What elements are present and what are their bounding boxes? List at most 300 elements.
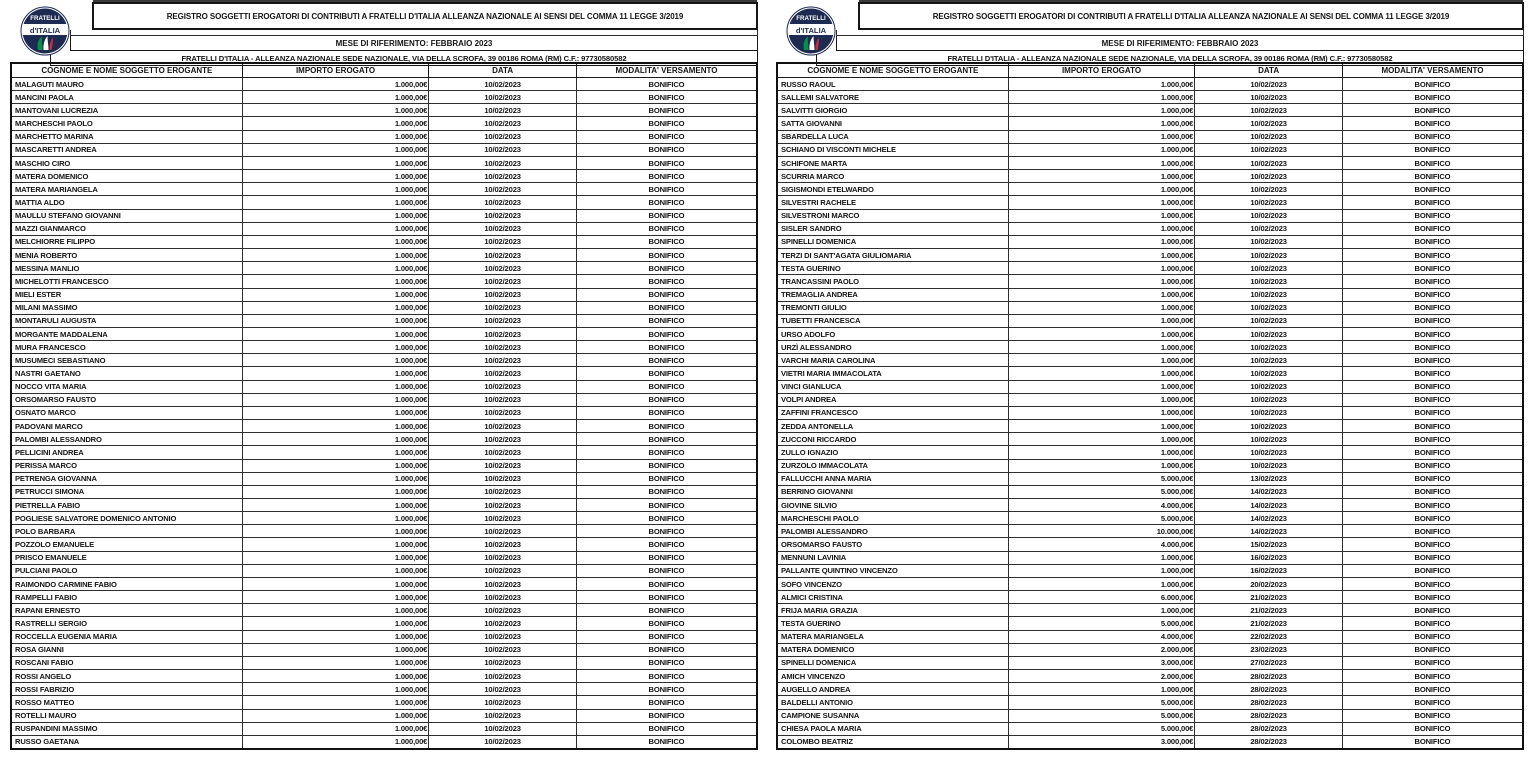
amount-cell: 5.000,00€: [1008, 709, 1195, 722]
amount-cell: 1.000,00€: [1008, 341, 1195, 354]
amount-cell: 1.000,00€: [1008, 406, 1195, 419]
payment-method-cell: BONIFICO: [576, 91, 757, 104]
amount-cell: 1.000,00€: [242, 406, 429, 419]
amount-cell: 1.000,00€: [242, 643, 429, 656]
table-row: [777, 577, 1523, 590]
donor-name-cell: ZULLO IGNAZIO: [777, 446, 1008, 459]
payment-method-cell: BONIFICO: [1342, 170, 1523, 183]
column-header-amount: IMPORTO EROGATO: [242, 63, 429, 78]
payment-method-cell: BONIFICO: [576, 327, 757, 340]
table-row: [777, 406, 1523, 419]
date-cell: 10/02/2023: [429, 485, 577, 498]
amount-cell: 1.000,00€: [1008, 209, 1195, 222]
payment-method-cell: BONIFICO: [1342, 183, 1523, 196]
payment-method-cell: BONIFICO: [576, 538, 757, 551]
donor-name-cell: PALLANTE QUINTINO VINCENZO: [777, 564, 1008, 577]
date-cell: 10/02/2023: [429, 722, 577, 735]
payment-method-cell: BONIFICO: [1342, 393, 1523, 406]
amount-cell: 10.000,00€: [1008, 525, 1195, 538]
payment-method-cell: BONIFICO: [576, 656, 757, 669]
table-row: [11, 209, 757, 222]
column-header-method: MODALITA' VERSAMENTO: [576, 63, 757, 78]
donor-name-cell: POLO BARBARA: [11, 525, 242, 538]
date-cell: 16/02/2023: [1195, 551, 1343, 564]
payment-method-cell: BONIFICO: [1342, 670, 1523, 683]
amount-cell: 1.000,00€: [1008, 327, 1195, 340]
table-row: [11, 117, 757, 130]
payment-method-cell: BONIFICO: [1342, 564, 1523, 577]
amount-cell: 1.000,00€: [242, 420, 429, 433]
date-cell: 16/02/2023: [1195, 564, 1343, 577]
table-row: [11, 564, 757, 577]
document-header: [776, 2, 1524, 62]
table-row: [777, 222, 1523, 235]
table-row: [777, 196, 1523, 209]
donor-name-cell: SILVESTRI RACHELE: [777, 196, 1008, 209]
amount-cell: 1.000,00€: [242, 472, 429, 485]
amount-cell: 1.000,00€: [1008, 354, 1195, 367]
payment-method-cell: BONIFICO: [576, 301, 757, 314]
payment-method-cell: BONIFICO: [576, 367, 757, 380]
amount-cell: 1.000,00€: [1008, 78, 1195, 91]
amount-cell: 1.000,00€: [1008, 604, 1195, 617]
amount-cell: 1.000,00€: [1008, 564, 1195, 577]
amount-cell: 1.000,00€: [242, 91, 429, 104]
donor-name-cell: TRANCASSINI PAOLO: [777, 275, 1008, 288]
date-cell: 10/02/2023: [429, 420, 577, 433]
date-cell: 10/02/2023: [429, 262, 577, 275]
donor-name-cell: URSO ADOLFO: [777, 327, 1008, 340]
date-cell: 14/02/2023: [1195, 525, 1343, 538]
payment-method-cell: BONIFICO: [576, 709, 757, 722]
table-row: [11, 670, 757, 683]
payment-method-cell: BONIFICO: [576, 446, 757, 459]
donor-name-cell: BALDELLI ANTONIO: [777, 696, 1008, 709]
table-row: [777, 341, 1523, 354]
table-row: [11, 196, 757, 209]
donor-name-cell: PIETRELLA FABIO: [11, 499, 242, 512]
donor-name-cell: SCURRIA MARCO: [777, 170, 1008, 183]
payment-method-cell: BONIFICO: [1342, 446, 1523, 459]
amount-cell: 1.000,00€: [242, 183, 429, 196]
payment-method-cell: BONIFICO: [576, 617, 757, 630]
table-row: [11, 591, 757, 604]
donor-name-cell: URZÌ ALESSANDRO: [777, 341, 1008, 354]
column-header-method: MODALITA' VERSAMENTO: [1342, 63, 1523, 78]
table-row: [11, 696, 757, 709]
table-row: [777, 499, 1523, 512]
table-row: [11, 683, 757, 696]
donor-name-cell: ZEDDA ANTONELLA: [777, 420, 1008, 433]
payment-method-cell: BONIFICO: [576, 525, 757, 538]
date-cell: 28/02/2023: [1195, 696, 1343, 709]
amount-cell: 5.000,00€: [1008, 722, 1195, 735]
payment-method-cell: BONIFICO: [1342, 406, 1523, 419]
table-row: [777, 485, 1523, 498]
table-row: [777, 209, 1523, 222]
amount-cell: 1.000,00€: [1008, 156, 1195, 169]
donor-name-cell: SCHIFONE MARTA: [777, 156, 1008, 169]
donor-name-cell: COLOMBO BEATRIZ: [777, 735, 1008, 749]
donor-name-cell: MICHELOTTI FRANCESCO: [11, 275, 242, 288]
payment-method-cell: BONIFICO: [1342, 420, 1523, 433]
date-cell: 10/02/2023: [1195, 183, 1343, 196]
payment-method-cell: BONIFICO: [576, 591, 757, 604]
donor-name-cell: MENIA ROBERTO: [11, 249, 242, 262]
date-cell: 10/02/2023: [1195, 301, 1343, 314]
table-row: [777, 525, 1523, 538]
amount-cell: 1.000,00€: [242, 485, 429, 498]
amount-cell: 1.000,00€: [242, 656, 429, 669]
amount-cell: 1.000,00€: [242, 143, 429, 156]
donor-name-cell: SALLEMI SALVATORE: [777, 91, 1008, 104]
donor-name-cell: TESTA GUERINO: [777, 262, 1008, 275]
amount-cell: 4.000,00€: [1008, 538, 1195, 551]
donor-name-cell: RUSSO RAOUL: [777, 78, 1008, 91]
table-row: [11, 183, 757, 196]
donor-name-cell: MATERA MARIANGELA: [11, 183, 242, 196]
payment-method-cell: BONIFICO: [1342, 209, 1523, 222]
payment-method-cell: BONIFICO: [1342, 288, 1523, 301]
date-cell: 20/02/2023: [1195, 577, 1343, 590]
amount-cell: 1.000,00€: [1008, 420, 1195, 433]
amount-cell: 1.000,00€: [242, 670, 429, 683]
payment-method-cell: BONIFICO: [576, 380, 757, 393]
payment-method-cell: BONIFICO: [576, 393, 757, 406]
amount-cell: 1.000,00€: [242, 196, 429, 209]
amount-cell: 1.000,00€: [242, 577, 429, 590]
payment-method-cell: BONIFICO: [1342, 117, 1523, 130]
table-row: [777, 722, 1523, 735]
donor-name-cell: VOLPI ANDREA: [777, 393, 1008, 406]
donor-name-cell: TUBETTI FRANCESCA: [777, 314, 1008, 327]
payment-method-cell: BONIFICO: [1342, 433, 1523, 446]
amount-cell: 2.000,00€: [1008, 643, 1195, 656]
payment-method-cell: BONIFICO: [576, 604, 757, 617]
date-cell: 21/02/2023: [1195, 591, 1343, 604]
payment-method-cell: BONIFICO: [576, 459, 757, 472]
donor-name-cell: MALAGUTI MAURO: [11, 78, 242, 91]
amount-cell: 1.000,00€: [242, 222, 429, 235]
table-row: [11, 643, 757, 656]
amount-cell: 1.000,00€: [242, 446, 429, 459]
table-row: [777, 656, 1523, 669]
date-cell: 22/02/2023: [1195, 630, 1343, 643]
date-cell: 10/02/2023: [429, 525, 577, 538]
donor-name-cell: PULCIANI PAOLO: [11, 564, 242, 577]
date-cell: 10/02/2023: [429, 209, 577, 222]
date-cell: 10/02/2023: [429, 288, 577, 301]
table-row: [777, 538, 1523, 551]
donor-name-cell: ORSOMARSO FAUSTO: [11, 393, 242, 406]
payment-method-cell: BONIFICO: [1342, 472, 1523, 485]
donor-name-cell: OSNATO MARCO: [11, 406, 242, 419]
date-cell: 10/02/2023: [1195, 288, 1343, 301]
donor-name-cell: VARCHI MARIA CAROLINA: [777, 354, 1008, 367]
payment-method-cell: BONIFICO: [576, 249, 757, 262]
payment-method-cell: BONIFICO: [1342, 130, 1523, 143]
amount-cell: 4.000,00€: [1008, 499, 1195, 512]
table-row: [777, 301, 1523, 314]
donor-name-cell: AUGELLO ANDREA: [777, 683, 1008, 696]
table-row: [777, 393, 1523, 406]
payment-method-cell: BONIFICO: [576, 499, 757, 512]
payment-method-cell: BONIFICO: [576, 235, 757, 248]
payment-method-cell: BONIFICO: [1342, 656, 1523, 669]
date-cell: 10/02/2023: [429, 117, 577, 130]
donor-name-cell: ROSA GIANNI: [11, 643, 242, 656]
table-row: [11, 170, 757, 183]
date-cell: 10/02/2023: [429, 709, 577, 722]
donor-name-cell: MELCHIORRE FILIPPO: [11, 235, 242, 248]
date-cell: 10/02/2023: [1195, 143, 1343, 156]
donor-name-cell: NASTRI GAETANO: [11, 367, 242, 380]
date-cell: 21/02/2023: [1195, 604, 1343, 617]
fratelli-ditalia-logo: [20, 3, 70, 59]
date-cell: 10/02/2023: [429, 78, 577, 91]
payment-method-cell: BONIFICO: [576, 275, 757, 288]
payment-method-cell: BONIFICO: [1342, 459, 1523, 472]
table-row: [777, 235, 1523, 248]
date-cell: 10/02/2023: [429, 472, 577, 485]
date-cell: 10/02/2023: [429, 433, 577, 446]
donor-name-cell: RAPANI ERNESTO: [11, 604, 242, 617]
date-cell: 10/02/2023: [429, 104, 577, 117]
date-cell: 10/02/2023: [429, 275, 577, 288]
amount-cell: 1.000,00€: [242, 591, 429, 604]
amount-cell: 1.000,00€: [242, 314, 429, 327]
date-cell: 10/02/2023: [429, 341, 577, 354]
date-cell: 10/02/2023: [429, 170, 577, 183]
donor-name-cell: SPINELLI DOMENICA: [777, 235, 1008, 248]
date-cell: 10/02/2023: [429, 327, 577, 340]
payment-method-cell: BONIFICO: [1342, 722, 1523, 735]
amount-cell: 1.000,00€: [242, 367, 429, 380]
payment-method-cell: BONIFICO: [1342, 367, 1523, 380]
amount-cell: 6.000,00€: [1008, 591, 1195, 604]
amount-cell: 4.000,00€: [1008, 630, 1195, 643]
amount-cell: 1.000,00€: [242, 393, 429, 406]
table-row: [11, 78, 757, 91]
table-row: [777, 262, 1523, 275]
payment-method-cell: BONIFICO: [576, 183, 757, 196]
table-row: [777, 249, 1523, 262]
donors-table: [776, 62, 1524, 750]
payment-method-cell: BONIFICO: [576, 735, 757, 749]
payment-method-cell: BONIFICO: [576, 472, 757, 485]
column-header-date: DATA: [1195, 63, 1343, 78]
amount-cell: 1.000,00€: [242, 327, 429, 340]
register-title: REGISTRO SOGGETTI EROGATORI DI CONTRIBUTI A FRATELLI D'ITALIA ALLEANZA NAZIONALE AI SENSI DEL COMMA 11 LEGGE 3/2019: [92, 2, 758, 30]
payment-method-cell: BONIFICO: [576, 722, 757, 735]
table-row: [11, 459, 757, 472]
date-cell: 10/02/2023: [1195, 459, 1343, 472]
payment-method-cell: BONIFICO: [576, 314, 757, 327]
payment-method-cell: BONIFICO: [576, 288, 757, 301]
donor-name-cell: ALMICI CRISTINA: [777, 591, 1008, 604]
table-row: [777, 564, 1523, 577]
payment-method-cell: BONIFICO: [1342, 156, 1523, 169]
payment-method-cell: BONIFICO: [1342, 630, 1523, 643]
amount-cell: 1.000,00€: [1008, 117, 1195, 130]
reference-month: MESE DI RIFERIMENTO: FEBBRAIO 2023: [836, 36, 1524, 51]
table-row: [777, 604, 1523, 617]
payment-method-cell: BONIFICO: [576, 406, 757, 419]
donor-name-cell: SOFO VINCENZO: [777, 577, 1008, 590]
amount-cell: 3.000,00€: [1008, 735, 1195, 749]
donor-name-cell: FALLUCCHI ANNA MARIA: [777, 472, 1008, 485]
payment-method-cell: BONIFICO: [576, 156, 757, 169]
date-cell: 28/02/2023: [1195, 722, 1343, 735]
payment-method-cell: BONIFICO: [576, 130, 757, 143]
donor-name-cell: MARCHESCHI PAOLO: [777, 512, 1008, 525]
register-page-1: [10, 2, 758, 760]
date-cell: 10/02/2023: [429, 512, 577, 525]
date-cell: 10/02/2023: [1195, 222, 1343, 235]
amount-cell: 1.000,00€: [1008, 275, 1195, 288]
payment-method-cell: BONIFICO: [1342, 341, 1523, 354]
payment-method-cell: BONIFICO: [576, 117, 757, 130]
column-header-name: COGNOME E NOME SOGGETTO EROGANTE: [11, 63, 242, 78]
donor-name-cell: PELLICINI ANDREA: [11, 446, 242, 459]
date-cell: 10/02/2023: [429, 656, 577, 669]
amount-cell: 1.000,00€: [242, 354, 429, 367]
table-row: [777, 591, 1523, 604]
table-row: [11, 275, 757, 288]
table-row: [777, 170, 1523, 183]
table-row: [11, 288, 757, 301]
payment-method-cell: BONIFICO: [576, 341, 757, 354]
amount-cell: 1.000,00€: [242, 130, 429, 143]
donor-name-cell: MESSINA MANLIO: [11, 262, 242, 275]
date-cell: 14/02/2023: [1195, 512, 1343, 525]
donor-name-cell: RUSPANDINI MASSIMO: [11, 722, 242, 735]
payment-method-cell: BONIFICO: [576, 577, 757, 590]
date-cell: 10/02/2023: [1195, 275, 1343, 288]
date-cell: 10/02/2023: [1195, 380, 1343, 393]
amount-cell: 1.000,00€: [242, 604, 429, 617]
amount-cell: 1.000,00€: [1008, 301, 1195, 314]
logo-text-ditalia: d'ITALIA: [29, 26, 61, 35]
donor-name-cell: RAMPELLI FABIO: [11, 591, 242, 604]
date-cell: 10/02/2023: [429, 591, 577, 604]
table-row: [11, 538, 757, 551]
donor-name-cell: MONTARULI AUGUSTA: [11, 314, 242, 327]
amount-cell: 1.000,00€: [242, 209, 429, 222]
payment-method-cell: BONIFICO: [1342, 196, 1523, 209]
donor-name-cell: PALOMBI ALESSANDRO: [11, 433, 242, 446]
amount-cell: 1.000,00€: [242, 525, 429, 538]
payment-method-cell: BONIFICO: [576, 643, 757, 656]
date-cell: 10/02/2023: [1195, 170, 1343, 183]
amount-cell: 1.000,00€: [242, 78, 429, 91]
table-row: [11, 525, 757, 538]
amount-cell: 1.000,00€: [242, 538, 429, 551]
table-row: [777, 183, 1523, 196]
table-row: [777, 156, 1523, 169]
donor-name-cell: TESTA GUERINO: [777, 617, 1008, 630]
table-row: [11, 551, 757, 564]
date-cell: 10/02/2023: [429, 577, 577, 590]
amount-cell: 1.000,00€: [242, 433, 429, 446]
amount-cell: 1.000,00€: [242, 235, 429, 248]
table-row: [777, 327, 1523, 340]
date-cell: 10/02/2023: [429, 222, 577, 235]
payment-method-cell: BONIFICO: [1342, 78, 1523, 91]
table-row: [777, 670, 1523, 683]
fratelli-ditalia-logo: [786, 3, 836, 59]
amount-cell: 1.000,00€: [242, 288, 429, 301]
payment-method-cell: BONIFICO: [1342, 91, 1523, 104]
payment-method-cell: BONIFICO: [576, 196, 757, 209]
donor-name-cell: POZZOLO EMANUELE: [11, 538, 242, 551]
table-row: [777, 683, 1523, 696]
donor-name-cell: SCHIANO DI VISCONTI MICHELE: [777, 143, 1008, 156]
amount-cell: 1.000,00€: [242, 722, 429, 735]
date-cell: 10/02/2023: [429, 617, 577, 630]
donor-name-cell: MIELI ESTER: [11, 288, 242, 301]
payment-method-cell: BONIFICO: [1342, 683, 1523, 696]
donor-name-cell: MARCHETTO MARINA: [11, 130, 242, 143]
party-address: FRATELLI D'ITALIA - ALLEANZA NAZIONALE SEDE NAZIONALE, VIA DELLA SCROFA, 39 00186 ROMA (RM) C.F.: 97730580582: [816, 51, 1524, 66]
amount-cell: 5.000,00€: [1008, 617, 1195, 630]
table-row: [777, 78, 1523, 91]
donor-name-cell: TERZI DI SANT'AGATA GIULIOMARIA: [777, 249, 1008, 262]
donor-name-cell: MANCINI PAOLA: [11, 91, 242, 104]
payment-method-cell: BONIFICO: [1342, 591, 1523, 604]
donor-name-cell: PRISCO EMANUELE: [11, 551, 242, 564]
table-row: [11, 156, 757, 169]
amount-cell: 1.000,00€: [1008, 380, 1195, 393]
table-row: [777, 380, 1523, 393]
payment-method-cell: BONIFICO: [1342, 643, 1523, 656]
date-cell: 14/02/2023: [1195, 499, 1343, 512]
table-row: [777, 709, 1523, 722]
amount-cell: 1.000,00€: [1008, 367, 1195, 380]
payment-method-cell: BONIFICO: [576, 485, 757, 498]
payment-method-cell: BONIFICO: [1342, 143, 1523, 156]
logo-text-ditalia: d'ITALIA: [795, 26, 827, 35]
amount-cell: 1.000,00€: [1008, 433, 1195, 446]
date-cell: 23/02/2023: [1195, 643, 1343, 656]
payment-method-cell: BONIFICO: [1342, 380, 1523, 393]
donor-name-cell: RASTRELLI SERGIO: [11, 617, 242, 630]
amount-cell: 2.000,00€: [1008, 670, 1195, 683]
table-row: [11, 433, 757, 446]
payment-method-cell: BONIFICO: [576, 209, 757, 222]
payment-method-cell: BONIFICO: [1342, 275, 1523, 288]
payment-method-cell: BONIFICO: [1342, 617, 1523, 630]
table-row: [11, 367, 757, 380]
table-row: [11, 262, 757, 275]
donor-name-cell: PADOVANI MARCO: [11, 420, 242, 433]
donor-name-cell: SILVESTRONI MARCO: [777, 209, 1008, 222]
amount-cell: 1.000,00€: [242, 275, 429, 288]
amount-cell: 1.000,00€: [1008, 446, 1195, 459]
amount-cell: 1.000,00€: [1008, 143, 1195, 156]
amount-cell: 3.000,00€: [1008, 656, 1195, 669]
amount-cell: 1.000,00€: [242, 617, 429, 630]
amount-cell: 1.000,00€: [1008, 262, 1195, 275]
donor-name-cell: FRIJA MARIA GRAZIA: [777, 604, 1008, 617]
donor-name-cell: RAIMONDO CARMINE FABIO: [11, 577, 242, 590]
amount-cell: 1.000,00€: [1008, 288, 1195, 301]
table-row: [777, 104, 1523, 117]
amount-cell: 1.000,00€: [242, 683, 429, 696]
date-cell: 10/02/2023: [429, 249, 577, 262]
donor-name-cell: PETRUCCI SIMONA: [11, 485, 242, 498]
date-cell: 10/02/2023: [1195, 104, 1343, 117]
